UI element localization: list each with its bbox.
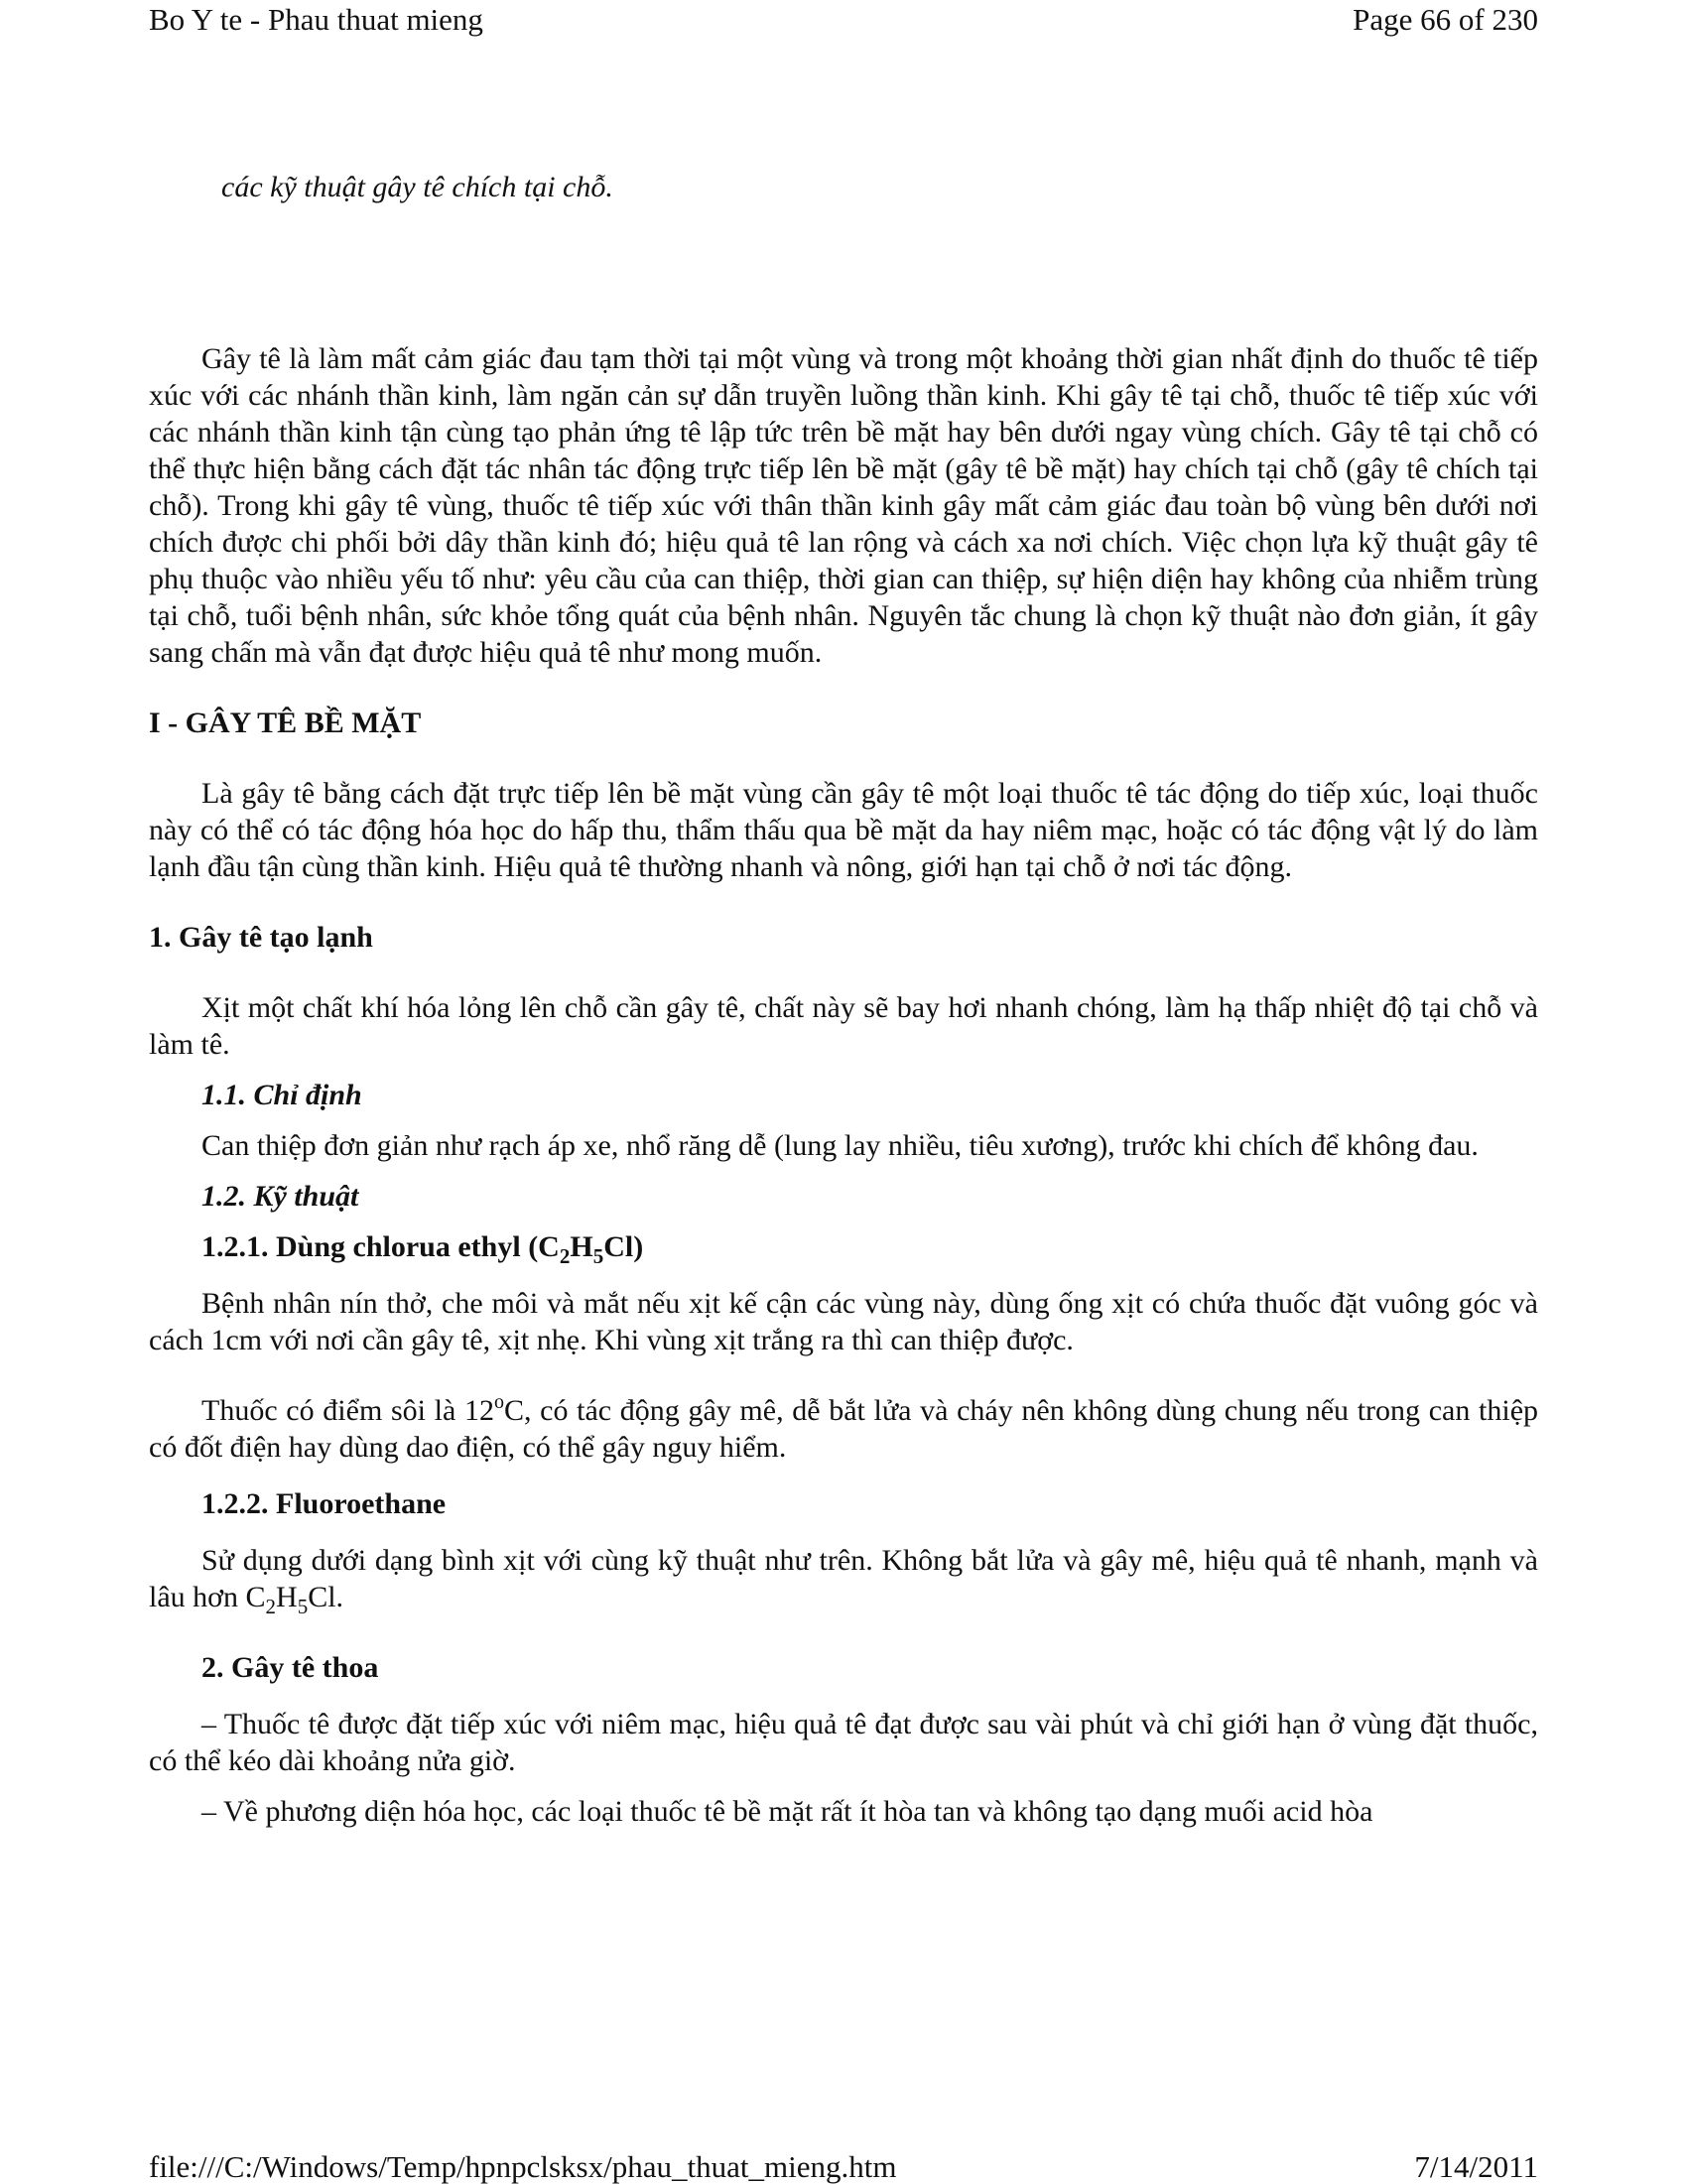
subsection-1-paragraph: Xịt một chất khí hóa lỏng lên chỗ cần gây tê, chất này sẽ bay hơi nhanh chóng, làm hạ thấp nhiệt độ tại chỗ và làm tê. [149,991,1538,1061]
formula-subscript-5b: 5 [297,1595,309,1618]
continued-fragment: các kỹ thuật gây tê chích tại chỗ. [221,171,613,203]
subsection-heading-1-2-2: 1.2.2. Fluoroethane [201,1487,447,1520]
heading-1-2-1-prefix: 1.2.1. Dùng chlorua ethyl (C [201,1230,560,1263]
print-date: 7/14/2011 [1414,2149,1538,2184]
subsection-1-2-1-paragraph-2 [149,1392,1538,1466]
degree-superscript: o [493,1391,504,1413]
subsection-heading-2: 2. Gây tê thoa [201,1651,379,1684]
document-body [149,169,1538,1830]
formula-element-h: H [570,1230,593,1263]
header-title: Bo Y te - Phau thuat mieng [149,2,483,37]
fluoroethane-text: Sử dụng dưới dạng bình xịt với cùng kỹ thuật như trên. Không bắt lửa và gây mê, hiệu quả tê nhanh, mạnh và lâu hơn C [149,1544,1538,1613]
formula-element-h-b: H [276,1581,298,1613]
subsection-heading-1-2: 1.2. Kỹ thuật [201,1180,359,1213]
intro-paragraph: Gây tê là làm mất cảm giác đau tạm thời tại một vùng và trong một khoảng thời gian nhất định do thuốc tê tiếp xúc với các nhánh thần kinh, làm ngăn cản sự dẫn truyền luồng thần kinh. Khi gây tê tại chỗ, thuốc tê tiếp xúc với các nhánh thần kinh tận cùng tạo phản ứng tê lập tức trên bề mặt hay bên dưới ngay vùng chích. Gây tê tại chỗ có thể thực hiện bằng cách đặt tác nhân tác động trực tiếp lên bề mặt (gây tê bề mặt) hay chích tại chỗ (gây tê chích tại chỗ). Trong khi gây tê vùng, thuốc tê tiếp xúc với thân thần kinh gây mất cảm giác đau toàn bộ vùng bên dưới nơi chích được chi phối bởi dây thần kinh đó; hiệu quả tê lan rộng và cách xa nơi chích. Việc chọn lựa kỹ thuật gây tê phụ thuộc vào nhiều yếu tố như: yêu cầu của can thiệp, thời gian can thiệp, sự hiện diện hay không của nhiễm trùng tại chỗ, tuổi bệnh nhân, sức khỏe tổng quát của bệnh nhân. Nguyên tắc chung là chọn kỹ thuật nào đơn giản, ít gây sang chấn mà vẫn đạt được hiệu quả tê như mong muốn. [149,342,1538,669]
page-counter: Page 66 of 230 [1353,2,1538,37]
file-path: file:///C:/Windows/Temp/hpnpclsksx/phau_thuat_mieng.htm [149,2149,897,2184]
section-heading-1: I - GÂY TÊ BỀ MẶT [149,707,422,739]
subsection-heading-1-2-1 [201,1228,1538,1268]
boiling-point-text: Thuốc có điểm sôi là 12 [201,1394,494,1427]
boiling-point-rest: C, có tác động gây mê, dễ bắt lửa và cháy nên không dùng chung nếu trong can thiệp có đốt điện hay dùng dao điện, có thể gây nguy hiểm. [149,1394,1539,1464]
heading-1-2-1-suffix: Cl) [603,1230,644,1263]
subsection-1-2-1-paragraph-1: Bệnh nhân nín thở, che môi và mắt nếu xịt kế cận các vùng này, dùng ống xịt có chứa thuốc đặt vuông góc và cách 1cm với nơi cần gây tê, xịt nhẹ. Khi vùng xịt trắng ra thì can thiệp được. [149,1287,1538,1356]
subsection-heading-1: 1. Gây tê tạo lạnh [149,921,373,954]
formula-subscript-2: 2 [559,1244,571,1268]
section-1-paragraph: Là gây tê bằng cách đặt trực tiếp lên bề mặt vùng cần gây tê một loại thuốc tê tác động do tiếp xúc, loại thuốc này có thể có tác động hóa học do hấp thu, thẩm thấu qua bề mặt da hay niêm mạc, hoặc có tác động vật lý do làm lạnh đầu tận cùng thần kinh. Hiệu quả tê thường nhanh và nông, giới hạn tại chỗ ở nơi tác động. [149,777,1538,883]
subsection-1-1-paragraph: Can thiệp đơn giản như rạch áp xe, nhổ răng dễ (lung lay nhiều, tiêu xương), trước khi chích để không đau. [201,1129,1479,1162]
formula-subscript-2b: 2 [265,1595,277,1618]
subsection-2-paragraph-1: – Thuốc tê được đặt tiếp xúc với niêm mạc, hiệu quả tê đạt được sau vài phút và chỉ giới hạn ở vùng đặt thuốc, có thể kéo dài khoảng nửa giờ. [149,1708,1538,1777]
subsection-1-2-2-paragraph [149,1542,1538,1618]
subsection-heading-1-1: 1.1. Chỉ định [201,1079,362,1111]
fluoroethane-suffix: Cl. [308,1581,344,1613]
subsection-2-paragraph-2: – Về phương diện hóa học, các loại thuốc tê bề mặt rất ít hòa tan và không tạo dạng muối acid hòa [201,1795,1373,1828]
formula-subscript-5: 5 [592,1244,604,1268]
